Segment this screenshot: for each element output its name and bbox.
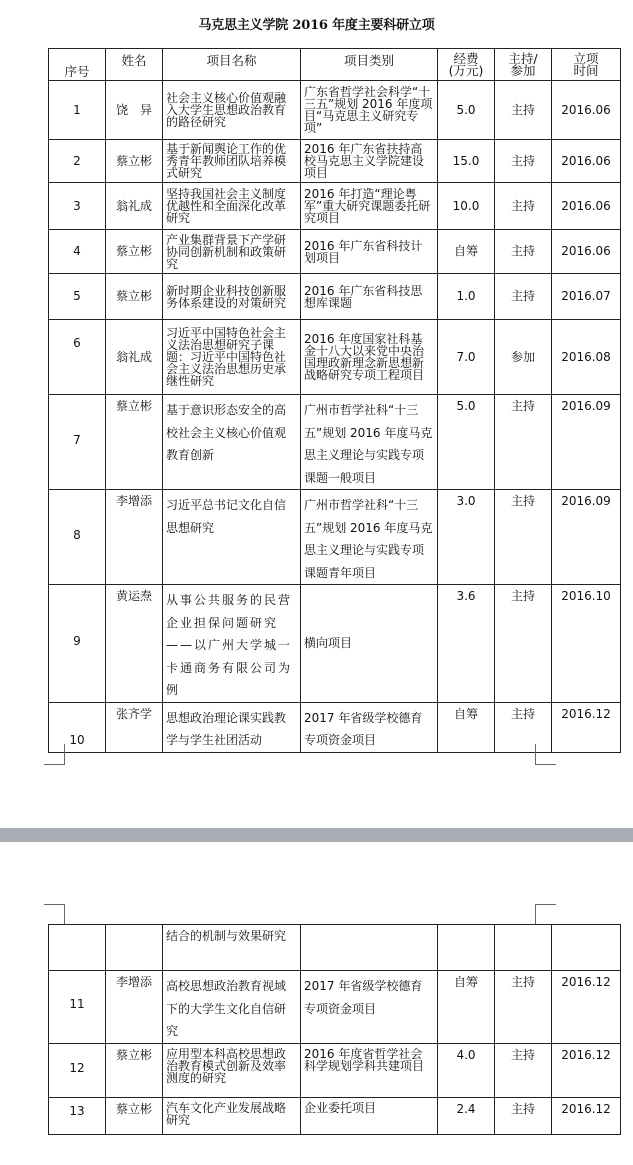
cell-title: 基于新闻舆论工作的优秀青年教师团队培养模式研究 [163, 140, 301, 183]
cell-date: 2016.12 [552, 702, 621, 752]
cell-role: 参加 [495, 320, 552, 395]
cell-name: 蔡立彬 [106, 1043, 163, 1097]
cell-date: 2016.07 [552, 274, 621, 320]
header-name-label: 姓名 [121, 53, 147, 68]
cell-no: 7 [49, 395, 106, 490]
cell-no: 11 [49, 971, 106, 1044]
cell-role: 主持 [495, 1097, 552, 1134]
table-row [49, 1043, 621, 1097]
cell-role: 主持 [495, 585, 552, 703]
cell-title: 从事公共服务的民营企业担保问题研究——以广州大学城一卡通商务有限公司为例 [163, 585, 301, 703]
cell-fund: 15.0 [438, 140, 495, 183]
header-title-label: 项目名称 [206, 53, 257, 68]
cell-fund: 10.0 [438, 183, 495, 230]
cell-no: 3 [49, 183, 106, 230]
cell-title: 社会主义核心价值观融入大学生思想政治教育的路径研究 [163, 81, 301, 140]
cell-fund: 3.6 [438, 585, 495, 703]
header-title [163, 49, 301, 81]
cell-type: 2016 年度省哲学社会科学规划学科共建项目 [301, 1043, 438, 1097]
cell-fund: 自筹 [438, 230, 495, 274]
cell-no: 4 [49, 230, 106, 274]
table-row [49, 585, 621, 703]
table-row [49, 183, 621, 230]
cell-title: 新时期企业科技创新服务体系建设的对策研究 [163, 274, 301, 320]
cell-name: 翁礼成 [106, 183, 163, 230]
page-corner-mark [535, 744, 556, 765]
cell-role: 主持 [495, 971, 552, 1044]
cell-fund: 自筹 [438, 702, 495, 752]
cell-title: 习近平中国特色社会主义法治思想研究子课题：习近平中国特色社会主义法治思想历史承继性研究 [163, 320, 301, 395]
cell-fund: 5.0 [438, 81, 495, 140]
cell-date: 2016.09 [552, 490, 621, 585]
cell-name: 张齐学 [106, 702, 163, 752]
page-corner-mark [535, 904, 556, 925]
cell-role: 主持 [495, 183, 552, 230]
page-separator [0, 828, 633, 842]
cell-name: 蔡立彬 [106, 395, 163, 490]
header-no [49, 49, 106, 81]
table-row [49, 274, 621, 320]
cell-type: 广东省哲学社会科学“十三五”规划 2016 年度项目“马克思主义研究专项” [301, 81, 438, 140]
cell-date: 2016.06 [552, 81, 621, 140]
header-no-label: 序号 [64, 64, 90, 79]
cell-name: 李增添 [106, 490, 163, 585]
cell-no: 2 [49, 140, 106, 183]
header-fund [438, 49, 495, 81]
cell-date: 2016.12 [552, 1043, 621, 1097]
cell-fund: 4.0 [438, 1043, 495, 1097]
cell-type: 2017 年省级学校德育专项资金项目 [301, 971, 438, 1044]
cell-no: 8 [49, 490, 106, 585]
cell-name [106, 925, 163, 971]
cell-date: 2016.06 [552, 140, 621, 183]
cell-date: 2016.08 [552, 320, 621, 395]
document-title: 马克思主义学院 2016 年度主要科研立项 [198, 18, 435, 33]
table-row [49, 81, 621, 140]
cell-fund: 7.0 [438, 320, 495, 395]
cell-no: 13 [49, 1097, 106, 1134]
cell-type: 2016 年广东省科技计划项目 [301, 230, 438, 274]
header-date-label: 立项 时间 [573, 50, 599, 78]
cell-no: 9 [49, 585, 106, 703]
cell-type: 企业委托项目 [301, 1097, 438, 1134]
cell-no: 1 [49, 81, 106, 140]
table-row [49, 490, 621, 585]
cell-name: 蔡立彬 [106, 274, 163, 320]
cell-role: 主持 [495, 702, 552, 752]
cell-name: 黄运焘 [106, 585, 163, 703]
document-page-2 [0, 842, 633, 1165]
cell-type [301, 925, 438, 971]
cell-title: 应用型本科高校思想政治教育模式创新及效率测度的研究 [163, 1043, 301, 1097]
cell-type: 横向项目 [301, 585, 438, 703]
cell-title: 基于意识形态安全的高校社会主义核心价值观教育创新 [163, 395, 301, 490]
table-row [49, 140, 621, 183]
cell-no: 10 [49, 702, 106, 752]
research-projects-table [48, 48, 621, 753]
cell-role: 主持 [495, 395, 552, 490]
cell-type: 广州市哲学社科“十三五”规划 2016 年度马克思主义理论与实践专项课题一般项目 [301, 395, 438, 490]
cell-no: 12 [49, 1043, 106, 1097]
cell-role: 主持 [495, 1043, 552, 1097]
cell-title: 高校思想政治教育视域下的大学生文化自信研究 [163, 971, 301, 1044]
cell-title: 汽车文化产业发展战略研究 [163, 1097, 301, 1134]
table-row [49, 971, 621, 1044]
cell-type: 2016 年度国家社科基金十八大以来党中央治国理政新理念新思想新战略研究专项工程项目 [301, 320, 438, 395]
header-date [552, 49, 621, 81]
cell-type: 2016 年广东省扶持高校马克思主义学院建设项目 [301, 140, 438, 183]
table-row [49, 395, 621, 490]
table-row [49, 230, 621, 274]
cell-no: 5 [49, 274, 106, 320]
cell-name: 蔡立彬 [106, 1097, 163, 1134]
cell-date: 2016.12 [552, 1097, 621, 1134]
cell-title: 习近平总书记文化自信思想研究 [163, 490, 301, 585]
header-name [106, 49, 163, 81]
cell-title: 产业集群背景下产学研协同创新机制和政策研究 [163, 230, 301, 274]
cell-fund: 1.0 [438, 274, 495, 320]
cell-type: 2016 年广东省科技思想库课题 [301, 274, 438, 320]
cell-date: 2016.09 [552, 395, 621, 490]
cell-title: 思想政治理论课实践教学与学生社团活动 [163, 702, 301, 752]
cell-date: 2016.06 [552, 183, 621, 230]
cell-role: 主持 [495, 230, 552, 274]
cell-name: 饶 异 [106, 81, 163, 140]
table-header-row [49, 49, 621, 81]
cell-role: 主持 [495, 140, 552, 183]
header-type [301, 49, 438, 81]
cell-name: 蔡立彬 [106, 230, 163, 274]
cell-date: 2016.10 [552, 585, 621, 703]
page-corner-mark [44, 744, 65, 765]
page-corner-mark [44, 904, 65, 925]
cell-name: 李增添 [106, 971, 163, 1044]
cell-title: 结合的机制与效果研究 [163, 925, 301, 971]
cell-fund: 5.0 [438, 395, 495, 490]
header-type-label: 项目类别 [343, 53, 394, 68]
cell-type: 2016 年打造“理论粤军”重大研究课题委托研究项目 [301, 183, 438, 230]
cell-role [495, 925, 552, 971]
cell-title: 坚持我国社会主义制度优越性和全面深化改革研究 [163, 183, 301, 230]
cell-no: 6 [49, 320, 106, 395]
cell-name: 翁礼成 [106, 320, 163, 395]
cell-date [552, 925, 621, 971]
cell-fund [438, 925, 495, 971]
cell-role: 主持 [495, 81, 552, 140]
header-fund-label: 经费 (万元) [448, 50, 484, 78]
cell-fund: 2.4 [438, 1097, 495, 1134]
table-row-continuation [49, 925, 621, 971]
cell-date: 2016.06 [552, 230, 621, 274]
cell-type: 广州市哲学社科“十三五”规划 2016 年度马克思主义理论与实践专项课题青年项目 [301, 490, 438, 585]
research-projects-table-continued [48, 924, 621, 1135]
header-role [495, 49, 552, 81]
table-row [49, 1097, 621, 1134]
table-row [49, 320, 621, 395]
cell-fund: 自筹 [438, 971, 495, 1044]
cell-role: 主持 [495, 274, 552, 320]
cell-name: 蔡立彬 [106, 140, 163, 183]
cell-no [49, 925, 106, 971]
cell-type: 2017 年省级学校德育专项资金项目 [301, 702, 438, 752]
header-role-label: 主持/ 参加 [508, 50, 538, 78]
cell-fund: 3.0 [438, 490, 495, 585]
cell-role: 主持 [495, 490, 552, 585]
cell-date: 2016.12 [552, 971, 621, 1044]
